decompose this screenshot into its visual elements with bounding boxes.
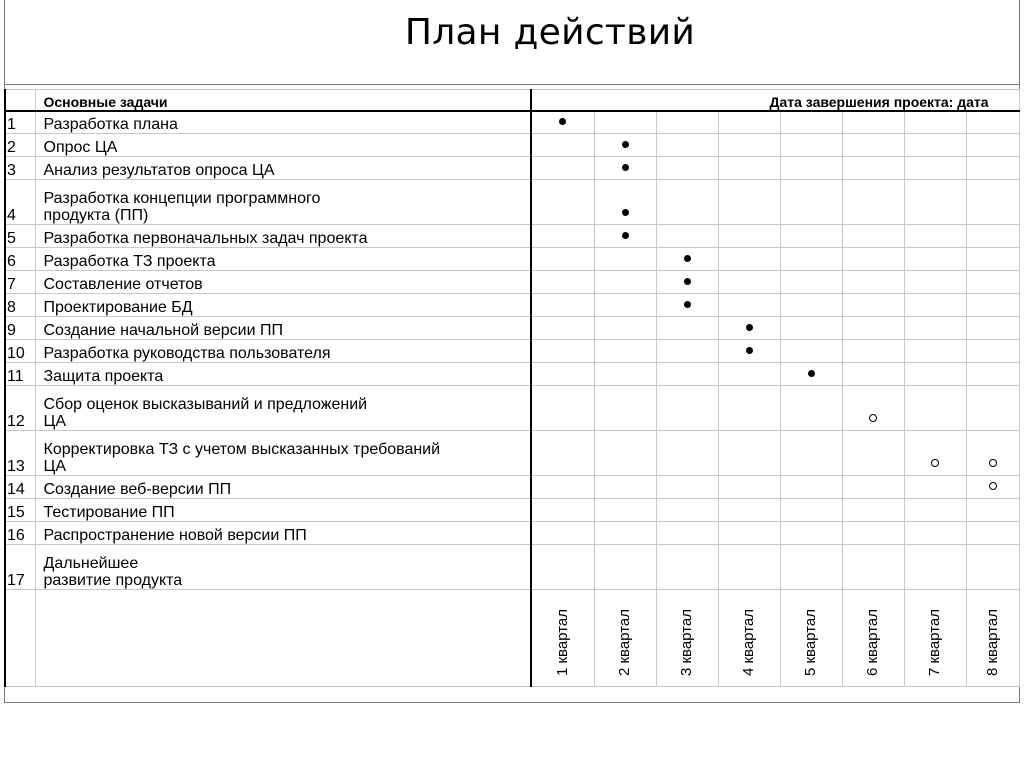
filled-dot-icon xyxy=(684,301,691,308)
quarter-cell xyxy=(531,317,594,340)
task-name xyxy=(35,545,531,590)
quarter-cell xyxy=(904,157,966,180)
quarter-cell xyxy=(966,248,1019,271)
quarter-cell xyxy=(904,111,966,134)
quarter-cell xyxy=(531,499,594,522)
row-number: 2 xyxy=(5,134,35,157)
quarter-cell xyxy=(966,157,1019,180)
quarter-cell xyxy=(780,111,842,134)
quarter-label: 8 квартал xyxy=(983,608,1001,676)
quarter-cell xyxy=(842,134,904,157)
header-date-cell: Дата завершения проекта: дата xyxy=(531,90,1019,111)
task-name-line: продукта (ПП) xyxy=(43,207,149,224)
task-name xyxy=(35,157,531,180)
row-number: 3 xyxy=(5,157,35,180)
task-name xyxy=(35,386,531,431)
table-row xyxy=(5,225,1019,248)
task-name-line: Разработка концепции программного xyxy=(43,190,321,207)
quarter-cell xyxy=(780,476,842,499)
quarter-cell xyxy=(780,545,842,590)
quarter-cell xyxy=(904,499,966,522)
quarter-cell xyxy=(842,317,904,340)
row-number: 8 xyxy=(5,294,35,317)
quarter-cell xyxy=(594,499,656,522)
task-name-line: ЦА xyxy=(43,413,67,430)
quarter-cell xyxy=(966,134,1019,157)
quarter-label-cell xyxy=(594,590,656,687)
table-row xyxy=(5,248,1019,271)
quarter-cell xyxy=(842,294,904,317)
quarter-cell xyxy=(531,545,594,590)
quarter-cell xyxy=(904,386,966,431)
quarter-cell xyxy=(780,294,842,317)
quarter-cell xyxy=(842,180,904,225)
quarter-cell xyxy=(656,271,718,294)
empty-cell xyxy=(5,590,35,687)
table-header-row xyxy=(5,90,1019,111)
task-name-line: Тестирование ПП xyxy=(43,504,175,521)
quarter-cell xyxy=(531,157,594,180)
quarter-label: 1 квартал xyxy=(553,608,571,676)
quarter-cell xyxy=(718,386,780,431)
quarter-cell xyxy=(594,340,656,363)
task-name xyxy=(35,317,531,340)
quarter-cell xyxy=(718,134,780,157)
task-name xyxy=(35,134,531,157)
quarter-cell xyxy=(780,271,842,294)
quarter-cell xyxy=(594,248,656,271)
quarter-cell xyxy=(594,225,656,248)
quarter-cell xyxy=(718,271,780,294)
row-number: 13 xyxy=(5,431,35,476)
quarter-cell xyxy=(594,134,656,157)
quarter-cell xyxy=(718,340,780,363)
quarter-cell xyxy=(842,431,904,476)
table-row xyxy=(5,499,1019,522)
task-name xyxy=(35,271,531,294)
task-name xyxy=(35,294,531,317)
quarter-cell xyxy=(718,476,780,499)
quarter-cell xyxy=(780,248,842,271)
quarter-cell xyxy=(966,225,1019,248)
quarter-cell xyxy=(904,522,966,545)
quarter-cell xyxy=(780,386,842,431)
quarter-cell xyxy=(842,340,904,363)
quarter-cell xyxy=(904,271,966,294)
quarter-cell xyxy=(594,111,656,134)
task-name xyxy=(35,111,531,134)
task-name xyxy=(35,476,531,499)
quarter-cell xyxy=(718,248,780,271)
task-name-line: Создание начальной версии ПП xyxy=(43,322,283,339)
task-name-line: Анализ результатов опроса ЦА xyxy=(43,162,275,179)
quarter-cell xyxy=(904,317,966,340)
task-name-line: Дальнейшее xyxy=(43,555,139,572)
task-name-line: Разработка первоначальных задач проекта xyxy=(43,230,368,247)
quarter-cell xyxy=(842,248,904,271)
row-number: 15 xyxy=(5,499,35,522)
quarter-cell xyxy=(780,134,842,157)
quarter-cell xyxy=(656,363,718,386)
quarter-cell xyxy=(718,111,780,134)
quarter-cell xyxy=(531,340,594,363)
quarter-cell xyxy=(780,317,842,340)
task-name-line: Проектирование БД xyxy=(43,299,193,316)
row-number: 7 xyxy=(5,271,35,294)
quarter-cell xyxy=(904,134,966,157)
quarter-cell xyxy=(594,294,656,317)
quarter-cell xyxy=(966,180,1019,225)
quarter-cell xyxy=(594,386,656,431)
task-name-line: ЦА xyxy=(43,458,67,475)
quarter-label: 7 квартал xyxy=(926,608,943,676)
quarter-cell xyxy=(842,476,904,499)
open-circle-icon xyxy=(989,482,997,490)
quarter-cell xyxy=(966,545,1019,590)
quarter-cell xyxy=(718,499,780,522)
quarter-cell xyxy=(594,363,656,386)
quarter-cell xyxy=(656,431,718,476)
task-name-line: Разработка ТЗ проекта xyxy=(43,253,216,270)
task-name-line: Составление отчетов xyxy=(43,276,203,293)
task-name xyxy=(35,248,531,271)
task-name xyxy=(35,363,531,386)
table-row xyxy=(5,134,1019,157)
quarter-cell xyxy=(904,225,966,248)
quarter-label: 5 квартал xyxy=(802,608,819,676)
filled-dot-icon xyxy=(622,232,629,239)
quarter-cell xyxy=(904,363,966,386)
quarter-cell xyxy=(904,340,966,363)
quarter-cell xyxy=(780,363,842,386)
quarter-cell xyxy=(718,545,780,590)
quarter-cell xyxy=(780,340,842,363)
header-tasks-cell: Основные задачи xyxy=(35,90,531,111)
quarter-cell xyxy=(656,522,718,545)
quarter-cell xyxy=(656,134,718,157)
task-name-line: Распространение новой версии ПП xyxy=(43,527,307,544)
row-number: 1 xyxy=(5,111,35,134)
table-row xyxy=(5,386,1019,431)
quarter-cell xyxy=(842,522,904,545)
row-number: 12 xyxy=(5,386,35,431)
quarter-label: 6 квартал xyxy=(864,608,881,676)
quarter-cell xyxy=(718,363,780,386)
table-row xyxy=(5,271,1019,294)
table-row xyxy=(5,522,1019,545)
quarter-cell xyxy=(780,225,842,248)
quarter-label-cell xyxy=(780,590,842,687)
task-name-line: Разработка руководства пользователя xyxy=(43,345,331,362)
quarter-cell xyxy=(966,111,1019,134)
quarter-cell xyxy=(531,134,594,157)
quarter-cell xyxy=(656,340,718,363)
table-row xyxy=(5,340,1019,363)
quarter-cell xyxy=(531,476,594,499)
quarter-cell xyxy=(966,499,1019,522)
action-plan-table xyxy=(4,89,1020,687)
quarter-cell xyxy=(904,545,966,590)
task-name xyxy=(35,180,531,225)
quarter-label-cell xyxy=(966,590,1019,687)
table-row xyxy=(5,431,1019,476)
header-num-cell xyxy=(5,90,35,111)
quarter-cell xyxy=(594,476,656,499)
empty-cell xyxy=(35,590,531,687)
table-row xyxy=(5,294,1019,317)
quarter-label-cell xyxy=(531,590,594,687)
quarter-cell xyxy=(656,476,718,499)
task-name-line: Создание веб-версии ПП xyxy=(43,481,232,498)
row-number: 4 xyxy=(5,180,35,225)
task-name xyxy=(35,431,531,476)
quarter-cell xyxy=(531,522,594,545)
quarter-label-cell xyxy=(842,590,904,687)
task-name xyxy=(35,225,531,248)
table-row xyxy=(5,317,1019,340)
quarter-cell xyxy=(966,317,1019,340)
quarter-cell xyxy=(842,225,904,248)
quarter-cell xyxy=(594,545,656,590)
quarter-cell xyxy=(718,294,780,317)
quarter-cell xyxy=(594,522,656,545)
quarter-cell xyxy=(531,294,594,317)
quarter-cell xyxy=(966,271,1019,294)
table-row xyxy=(5,180,1019,225)
page-title: План действий xyxy=(404,12,696,53)
quarter-cell xyxy=(594,431,656,476)
row-number: 11 xyxy=(5,363,35,386)
quarter-cell xyxy=(656,111,718,134)
row-number: 9 xyxy=(5,317,35,340)
task-name-line: Разработка плана xyxy=(43,116,178,133)
quarter-cell xyxy=(966,363,1019,386)
quarter-cell xyxy=(656,225,718,248)
quarter-cell xyxy=(594,180,656,225)
table-row xyxy=(5,363,1019,386)
quarter-cell xyxy=(656,545,718,590)
quarter-cell xyxy=(718,180,780,225)
quarter-label: 2 квартал xyxy=(616,608,633,676)
quarter-cell xyxy=(718,225,780,248)
quarter-cell xyxy=(904,180,966,225)
table-row xyxy=(5,157,1019,180)
task-name-line: Опрос ЦА xyxy=(43,139,118,156)
quarter-cell xyxy=(718,157,780,180)
quarter-cell xyxy=(904,431,966,476)
quarter-label-cell xyxy=(656,590,718,687)
quarter-cell xyxy=(904,476,966,499)
quarter-cell xyxy=(531,271,594,294)
row-number: 16 xyxy=(5,522,35,545)
quarter-cell xyxy=(656,294,718,317)
quarter-cell xyxy=(966,476,1019,499)
task-name xyxy=(35,499,531,522)
quarter-cell xyxy=(966,294,1019,317)
quarter-cell xyxy=(842,499,904,522)
quarter-cell xyxy=(966,340,1019,363)
filled-dot-icon xyxy=(684,255,691,262)
row-number: 17 xyxy=(5,545,35,590)
task-name-line: развитие продукта xyxy=(43,572,183,589)
quarter-label-cell xyxy=(904,590,966,687)
quarter-cell xyxy=(780,522,842,545)
quarter-cell xyxy=(531,180,594,225)
open-circle-icon xyxy=(931,459,939,467)
quarter-cell xyxy=(656,157,718,180)
row-number: 10 xyxy=(5,340,35,363)
open-circle-icon xyxy=(989,459,997,467)
row-number: 5 xyxy=(5,225,35,248)
quarter-cell xyxy=(594,157,656,180)
quarter-cell xyxy=(656,248,718,271)
quarter-cell xyxy=(656,386,718,431)
quarter-cell xyxy=(656,499,718,522)
quarter-labels-row xyxy=(5,590,1019,687)
filled-dot-icon xyxy=(746,347,753,354)
quarter-cell xyxy=(718,522,780,545)
quarter-label: 4 квартал xyxy=(740,608,757,676)
task-name-line: Сбор оценок высказываний и предложений xyxy=(43,396,368,413)
quarter-cell xyxy=(531,363,594,386)
quarter-cell xyxy=(842,271,904,294)
quarter-cell xyxy=(966,522,1019,545)
quarter-cell xyxy=(904,248,966,271)
open-circle-icon xyxy=(869,414,877,422)
quarter-cell xyxy=(531,431,594,476)
table-row xyxy=(5,476,1019,499)
quarter-cell xyxy=(904,294,966,317)
task-name-line: Защита проекта xyxy=(43,368,164,385)
quarter-cell xyxy=(531,225,594,248)
task-name xyxy=(35,340,531,363)
quarter-cell xyxy=(531,111,594,134)
quarter-cell xyxy=(842,157,904,180)
row-number: 14 xyxy=(5,476,35,499)
table-row xyxy=(5,545,1019,590)
quarter-cell xyxy=(718,317,780,340)
quarter-cell xyxy=(780,180,842,225)
quarter-cell xyxy=(780,431,842,476)
quarter-cell xyxy=(656,180,718,225)
filled-dot-icon xyxy=(684,278,691,285)
filled-dot-icon xyxy=(808,370,815,377)
filled-dot-icon xyxy=(746,324,753,331)
quarter-cell xyxy=(966,386,1019,431)
quarter-cell xyxy=(656,317,718,340)
quarter-cell xyxy=(780,157,842,180)
quarter-cell xyxy=(531,386,594,431)
quarter-cell xyxy=(966,431,1019,476)
quarter-cell xyxy=(780,499,842,522)
quarter-cell xyxy=(718,431,780,476)
quarter-label: 3 квартал xyxy=(678,608,695,676)
quarter-cell xyxy=(594,271,656,294)
task-name xyxy=(35,522,531,545)
quarter-cell xyxy=(594,317,656,340)
quarter-label-cell xyxy=(718,590,780,687)
title-divider xyxy=(4,84,1020,85)
task-name-line: Корректировка ТЗ с учетом высказанных требований xyxy=(43,441,441,458)
table-row xyxy=(5,111,1019,134)
quarter-cell xyxy=(842,545,904,590)
quarter-cell xyxy=(842,111,904,134)
filled-dot-icon xyxy=(622,141,629,148)
filled-dot-icon xyxy=(559,118,566,125)
filled-dot-icon xyxy=(622,164,629,171)
quarter-cell xyxy=(531,248,594,271)
filled-dot-icon xyxy=(622,209,629,216)
quarter-cell xyxy=(842,386,904,431)
quarter-cell xyxy=(842,363,904,386)
row-number: 6 xyxy=(5,248,35,271)
